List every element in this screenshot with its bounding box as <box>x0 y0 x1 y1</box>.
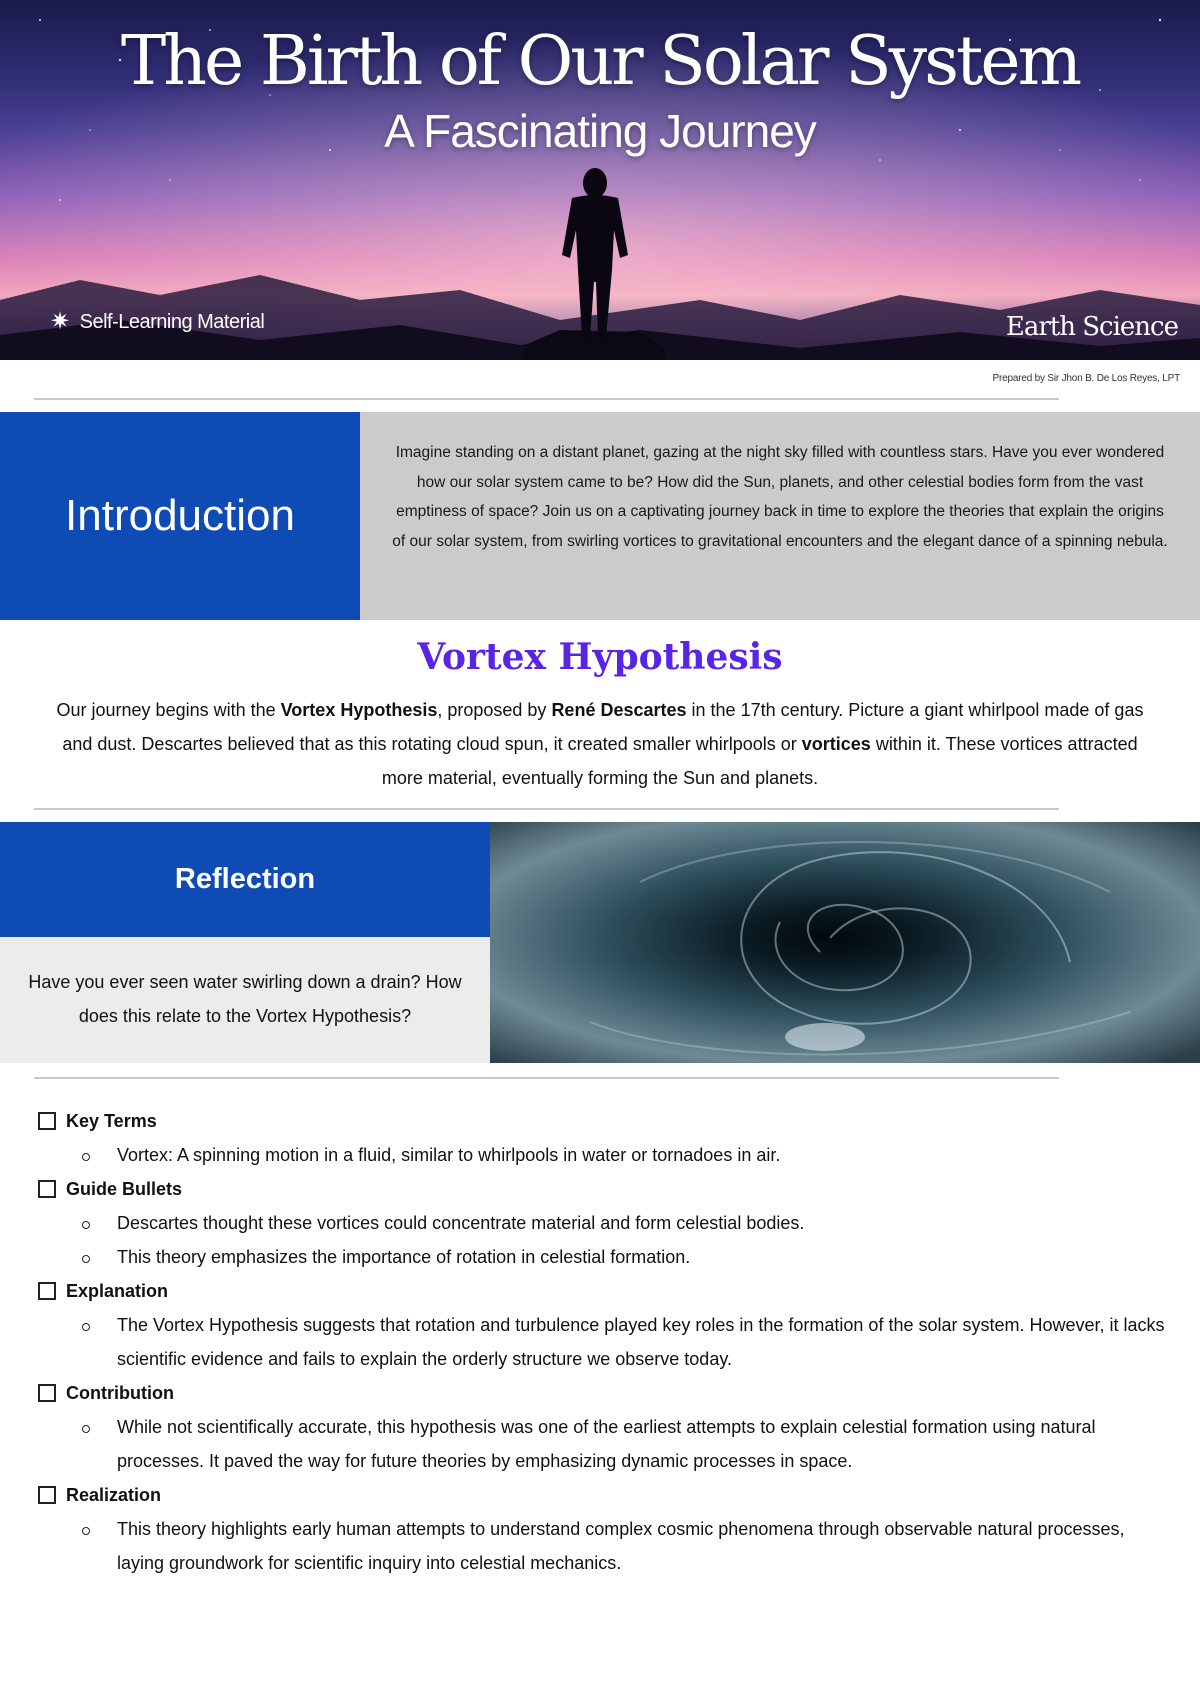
bullet-icon <box>82 1323 90 1331</box>
reflection-question: Have you ever seen water swirling down a drain? How does this relate to the Vortex Hypothesis? <box>0 937 490 1063</box>
sparkle-icon: ✷ <box>50 308 70 335</box>
text-run: in the 17th century. Picture a giant whirlpool made of gas and dust. Descartes believed that as this rotating cloud spun, it created smaller whirlpools or <box>62 700 1144 754</box>
group-title: Guide Bullets <box>66 1178 183 1199</box>
list-item <box>38 1240 1168 1274</box>
divider <box>34 808 1059 810</box>
bullet-icon <box>82 1527 90 1535</box>
bold-term: René Descartes <box>551 700 687 720</box>
document-title: The Birth of Our Solar System <box>120 22 1080 101</box>
bold-term: vortices <box>801 734 871 754</box>
subject-brand: Earth Science <box>1005 312 1178 342</box>
group-title: Explanation <box>66 1280 169 1301</box>
group-title: Contribution <box>66 1382 174 1403</box>
material-badge-label: Self-Learning Material <box>79 310 265 333</box>
list-item-text: Vortex: A spinning motion in a fluid, similar to whirlpools in water or tornadoes in air. <box>117 1145 781 1165</box>
list-item <box>38 1410 1168 1478</box>
list-item <box>38 1308 1168 1376</box>
bullet-icon <box>82 1255 90 1263</box>
material-badge <box>50 310 264 334</box>
list-item-text: This theory highlights early human attempts to understand complex cosmic phenomena through observable natural processes, laying groundwork for scientific inquiry into celestial mechanics. <box>117 1519 1125 1573</box>
checkbox[interactable] <box>38 1180 56 1198</box>
bullet-icon <box>82 1221 90 1229</box>
document-subtitle: A Fascinating Journey <box>384 105 816 157</box>
list-item-text: Descartes thought these vortices could concentrate material and form celestial bodies. <box>117 1213 805 1233</box>
divider <box>34 1077 1059 1079</box>
hero-banner <box>0 0 1200 360</box>
bullet-icon <box>82 1425 90 1433</box>
section-title: Vortex Hypothesis <box>417 636 783 678</box>
list-item-text: While not scientifically accurate, this hypothesis was one of the earliest attempts to explain celestial formation using natural processes. It paved the way for future theories by emphasizing dynamic processes in space. <box>117 1417 1096 1471</box>
checkbox[interactable] <box>38 1282 56 1300</box>
list-item <box>38 1138 1168 1172</box>
list-item-text: This theory emphasizes the importance of rotation in celestial formation. <box>117 1247 691 1267</box>
checklist-group <box>38 1172 1168 1274</box>
whirlpool-image <box>490 822 1200 1063</box>
prepared-by: Prepared by Sir Jhon B. De Los Reyes, LPT <box>992 373 1180 384</box>
reflection-heading: Reflection <box>0 822 490 937</box>
text-run: within it. These vortices attracted more material, eventually forming the Sun and planets. <box>381 734 1138 788</box>
checklist-group <box>38 1274 1168 1376</box>
checklist-group <box>38 1478 1168 1580</box>
intro-heading: Introduction <box>0 412 360 620</box>
bold-term: Vortex Hypothesis <box>280 700 438 720</box>
intro-text: Imagine standing on a distant planet, gazing at the night sky filled with countless stars. Have you ever wondered how our solar system came to be? How did the Sun, planets, and other celestial bodies form from the vast emptiness of space? Join us on a captivating journey back in time to explore the theories that explain the origins of our solar system, from swirling vortices to gravitational encounters and the elegant dance of a spinning nebula. <box>360 412 1200 620</box>
checkbox[interactable] <box>38 1486 56 1504</box>
checkbox[interactable] <box>38 1112 56 1130</box>
text-run: , proposed by <box>437 700 552 720</box>
list-item <box>38 1512 1168 1580</box>
divider <box>34 398 1059 400</box>
checklist-group <box>38 1376 1168 1478</box>
list-item-text: The Vortex Hypothesis suggests that rotation and turbulence played key roles in the formation of the solar system. However, it lacks scientific evidence and fails to explain the orderly structure we observe today. <box>117 1315 1165 1369</box>
list-item <box>38 1206 1168 1240</box>
group-title: Key Terms <box>66 1110 157 1131</box>
checklist-group <box>38 1104 1168 1172</box>
checkbox[interactable] <box>38 1384 56 1402</box>
text-run: Our journey begins with the <box>56 700 281 720</box>
bullet-icon <box>82 1153 90 1161</box>
checklist <box>38 1104 1168 1580</box>
group-title: Realization <box>66 1484 162 1505</box>
section-paragraph <box>40 693 1160 795</box>
